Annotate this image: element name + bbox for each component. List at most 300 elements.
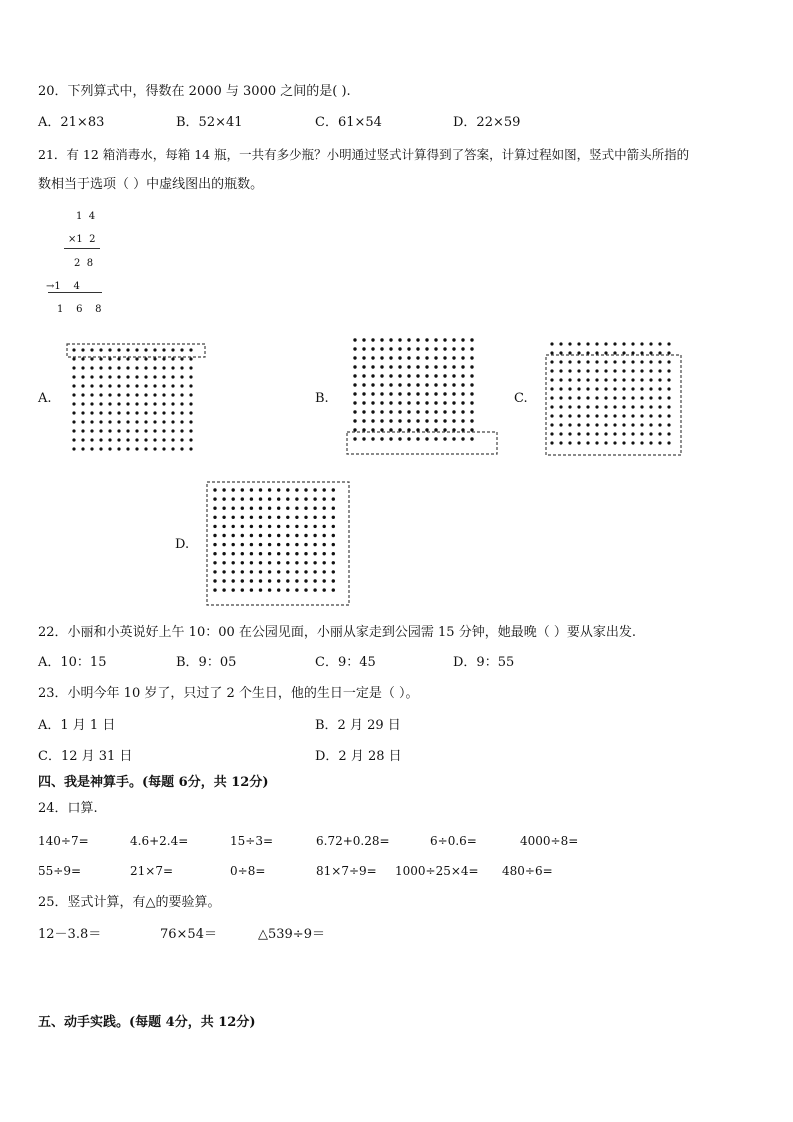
mental-calc-item: 81×7÷9= bbox=[316, 864, 377, 878]
dot-grid-figure-d bbox=[205, 480, 355, 610]
bottle-dot bbox=[398, 419, 401, 422]
bottle-dot bbox=[613, 342, 616, 345]
bottle-dot bbox=[631, 387, 634, 390]
bottle-dot bbox=[313, 488, 316, 491]
bottle-dot bbox=[232, 507, 235, 510]
dashed-outline-bottom-rows bbox=[347, 432, 497, 454]
bottle-dot bbox=[153, 375, 156, 378]
bottle-dot bbox=[407, 374, 410, 377]
bottle-dot bbox=[144, 429, 147, 432]
bottle-dot bbox=[425, 374, 428, 377]
bottle-dot bbox=[649, 441, 652, 444]
bottle-dot bbox=[434, 410, 437, 413]
bottle-dot bbox=[189, 411, 192, 414]
bottle-dot bbox=[407, 401, 410, 404]
q20-option-d: D．22×59 bbox=[453, 115, 521, 130]
bottle-dot bbox=[117, 375, 120, 378]
bottle-dot bbox=[649, 342, 652, 345]
bottle-dot bbox=[153, 420, 156, 423]
bottle-dot bbox=[81, 357, 84, 360]
bottle-dot bbox=[171, 384, 174, 387]
bottle-dot bbox=[135, 438, 138, 441]
bottle-dot bbox=[99, 411, 102, 414]
bottle-dot bbox=[268, 516, 271, 519]
bottle-dot bbox=[332, 497, 335, 500]
bottle-dot bbox=[371, 428, 374, 431]
bottle-dot bbox=[595, 360, 598, 363]
bottle-dot bbox=[81, 447, 84, 450]
bottle-dot bbox=[425, 428, 428, 431]
bottle-dot bbox=[189, 402, 192, 405]
bottle-dot bbox=[162, 384, 165, 387]
bottle-dot bbox=[286, 570, 289, 573]
bottle-dot bbox=[371, 356, 374, 359]
bottle-dot bbox=[389, 365, 392, 368]
bottle-dot bbox=[407, 428, 410, 431]
bottle-dot bbox=[640, 369, 643, 372]
bottle-dot bbox=[189, 348, 192, 351]
bottle-dot bbox=[99, 393, 102, 396]
bottle-dot bbox=[222, 525, 225, 528]
bottle-dot bbox=[434, 365, 437, 368]
bottle-dot bbox=[323, 543, 326, 546]
bottle-dot bbox=[425, 437, 428, 440]
q23-option-a: A．1 月 1 日 bbox=[38, 718, 116, 733]
bottle-dot bbox=[443, 338, 446, 341]
bottle-dot bbox=[180, 366, 183, 369]
bottle-dot bbox=[389, 428, 392, 431]
bottle-dot bbox=[126, 411, 129, 414]
bottle-dot bbox=[323, 516, 326, 519]
bottle-dot bbox=[353, 419, 356, 422]
bottle-dot bbox=[425, 392, 428, 395]
bottle-dot bbox=[295, 497, 298, 500]
written-calc-item: 12－3.8＝ bbox=[38, 927, 102, 942]
bottle-dot bbox=[81, 366, 84, 369]
bottle-dot bbox=[380, 356, 383, 359]
bottle-dot bbox=[108, 357, 111, 360]
bottle-dot bbox=[135, 411, 138, 414]
bottle-dot bbox=[371, 437, 374, 440]
bottle-dot bbox=[568, 441, 571, 444]
bottle-dot bbox=[443, 428, 446, 431]
bottle-dot bbox=[658, 369, 661, 372]
bottle-dot bbox=[153, 438, 156, 441]
bottle-dot bbox=[213, 543, 216, 546]
bottle-dot bbox=[241, 570, 244, 573]
bottle-dot bbox=[613, 414, 616, 417]
bottle-dot bbox=[286, 579, 289, 582]
bottle-dot bbox=[295, 588, 298, 591]
bottle-dot bbox=[461, 410, 464, 413]
bottle-dot bbox=[304, 561, 307, 564]
q22-option-d: D．9：55 bbox=[453, 655, 515, 670]
bottle-dot bbox=[452, 347, 455, 350]
bottle-dot bbox=[389, 401, 392, 404]
bottle-dot bbox=[241, 497, 244, 500]
bottle-dot bbox=[595, 351, 598, 354]
bottle-dot bbox=[241, 543, 244, 546]
bottle-dot bbox=[313, 588, 316, 591]
bottle-dot bbox=[470, 356, 473, 359]
bottle-dot bbox=[126, 375, 129, 378]
bottle-dot bbox=[213, 507, 216, 510]
bottle-dot bbox=[613, 405, 616, 408]
bottle-dot bbox=[371, 338, 374, 341]
bottle-dot bbox=[461, 338, 464, 341]
bottle-dot bbox=[241, 588, 244, 591]
bottle-dot bbox=[380, 374, 383, 377]
bottle-dot bbox=[649, 396, 652, 399]
bottle-dot bbox=[568, 387, 571, 390]
mental-calc-item: 140÷7= bbox=[38, 834, 89, 848]
bottle-dot bbox=[604, 378, 607, 381]
bottle-dot bbox=[277, 561, 280, 564]
bottle-dot bbox=[649, 351, 652, 354]
bottle-dot bbox=[232, 588, 235, 591]
bottle-dot bbox=[613, 396, 616, 399]
bottle-dot bbox=[667, 369, 670, 372]
bottle-dot bbox=[153, 402, 156, 405]
bottle-dot bbox=[171, 402, 174, 405]
bottle-dot bbox=[398, 347, 401, 350]
bottle-dot bbox=[108, 393, 111, 396]
bottle-dot bbox=[99, 384, 102, 387]
bottle-dot bbox=[640, 432, 643, 435]
bottle-dot bbox=[452, 428, 455, 431]
bottle-dot bbox=[550, 387, 553, 390]
bottle-dot bbox=[213, 534, 216, 537]
bottle-dot bbox=[323, 570, 326, 573]
bottle-dot bbox=[631, 351, 634, 354]
bottle-dot bbox=[304, 507, 307, 510]
bottle-dot bbox=[332, 570, 335, 573]
bottle-dot bbox=[323, 497, 326, 500]
q21-option-a-label: A. bbox=[38, 391, 52, 406]
bottle-dot bbox=[371, 401, 374, 404]
bottle-dot bbox=[180, 411, 183, 414]
bottle-dot bbox=[144, 411, 147, 414]
bottle-dot bbox=[667, 360, 670, 363]
bottle-dot bbox=[389, 383, 392, 386]
vertical-row-1: 1 4 bbox=[76, 211, 96, 222]
bottle-dot bbox=[99, 366, 102, 369]
bottle-dot bbox=[353, 410, 356, 413]
bottle-dot bbox=[332, 552, 335, 555]
bottle-dot bbox=[117, 357, 120, 360]
bottle-dot bbox=[295, 516, 298, 519]
bottle-dot bbox=[649, 405, 652, 408]
bottle-dot bbox=[268, 525, 271, 528]
bottle-dot bbox=[126, 384, 129, 387]
bottle-dot bbox=[241, 507, 244, 510]
bottle-dot bbox=[443, 383, 446, 386]
bottle-dot bbox=[649, 360, 652, 363]
bottle-dot bbox=[313, 543, 316, 546]
bottle-dot bbox=[389, 392, 392, 395]
bottle-dot bbox=[631, 342, 634, 345]
bottle-dot bbox=[595, 369, 598, 372]
bottle-dot bbox=[286, 561, 289, 564]
bottle-dot bbox=[586, 387, 589, 390]
bottle-dot bbox=[559, 360, 562, 363]
bottle-dot bbox=[380, 383, 383, 386]
bottle-dot bbox=[568, 423, 571, 426]
bottle-dot bbox=[640, 441, 643, 444]
bottle-dot bbox=[353, 338, 356, 341]
bottle-dot bbox=[568, 396, 571, 399]
bottle-dot bbox=[90, 420, 93, 423]
bottle-dot bbox=[313, 561, 316, 564]
bottle-dot bbox=[153, 348, 156, 351]
bottle-dot bbox=[416, 365, 419, 368]
bottle-dot bbox=[389, 356, 392, 359]
bottle-dot bbox=[550, 432, 553, 435]
bottle-dot bbox=[461, 356, 464, 359]
bottle-dot bbox=[362, 347, 365, 350]
bottle-dot bbox=[353, 347, 356, 350]
bottle-dot bbox=[232, 488, 235, 491]
bottle-dot bbox=[323, 525, 326, 528]
bottle-dot bbox=[389, 410, 392, 413]
bottle-dot bbox=[259, 543, 262, 546]
bottle-dot bbox=[99, 348, 102, 351]
q23-stem: 23．小明今年 10 岁了，只过了 2 个生日，他的生日一定是（ ）。 bbox=[38, 686, 419, 701]
bottle-dot bbox=[398, 338, 401, 341]
bottle-dot bbox=[126, 438, 129, 441]
bottle-dot bbox=[631, 369, 634, 372]
bottle-dot bbox=[250, 579, 253, 582]
bottle-dot bbox=[380, 419, 383, 422]
bottle-dot bbox=[604, 396, 607, 399]
bottle-dot bbox=[452, 356, 455, 359]
bottle-dot bbox=[452, 419, 455, 422]
bottle-dot bbox=[241, 579, 244, 582]
bottle-dot bbox=[90, 357, 93, 360]
q24-stem: 24．口算. bbox=[38, 801, 98, 816]
bottle-dot bbox=[577, 351, 580, 354]
bottle-dot bbox=[90, 447, 93, 450]
bottle-dot bbox=[631, 396, 634, 399]
vertical-rule-2 bbox=[48, 292, 102, 293]
bottle-dot bbox=[90, 411, 93, 414]
bottle-dot bbox=[604, 351, 607, 354]
bottle-dot bbox=[604, 360, 607, 363]
bottle-dot bbox=[277, 543, 280, 546]
bottle-dot bbox=[362, 356, 365, 359]
bottle-dot bbox=[332, 488, 335, 491]
bottle-dot bbox=[425, 410, 428, 413]
bottle-dot bbox=[604, 432, 607, 435]
bottle-dot bbox=[222, 534, 225, 537]
bottle-dot bbox=[371, 365, 374, 368]
bottle-dot bbox=[461, 428, 464, 431]
q20-option-a: A．21×83 bbox=[38, 115, 105, 130]
bottle-dot bbox=[631, 414, 634, 417]
bottle-dot bbox=[232, 570, 235, 573]
mental-calc-item: 480÷6= bbox=[502, 864, 553, 878]
bottle-dot bbox=[353, 428, 356, 431]
bottle-dot bbox=[407, 356, 410, 359]
bottle-dot bbox=[332, 507, 335, 510]
bottle-dot bbox=[470, 437, 473, 440]
bottle-dot bbox=[99, 357, 102, 360]
bottle-dot bbox=[250, 543, 253, 546]
bottle-dot bbox=[72, 429, 75, 432]
bottle-dot bbox=[108, 447, 111, 450]
bottle-dot bbox=[72, 411, 75, 414]
written-calc-item: △539÷9＝ bbox=[258, 927, 325, 942]
bottle-dot bbox=[108, 348, 111, 351]
bottle-dot bbox=[277, 488, 280, 491]
bottle-dot bbox=[259, 561, 262, 564]
bottle-dot bbox=[461, 347, 464, 350]
bottle-dot bbox=[108, 429, 111, 432]
bottle-dot bbox=[461, 392, 464, 395]
bottle-dot bbox=[613, 441, 616, 444]
bottle-dot bbox=[452, 410, 455, 413]
bottle-dot bbox=[135, 357, 138, 360]
bottle-dot bbox=[232, 561, 235, 564]
bottle-dot bbox=[72, 420, 75, 423]
bottle-dot bbox=[658, 405, 661, 408]
bottle-dot bbox=[135, 429, 138, 432]
bottle-dot bbox=[667, 387, 670, 390]
bottle-dot bbox=[613, 351, 616, 354]
bottle-dot bbox=[108, 420, 111, 423]
q21-stem-line2: 数相当于选项（ ）中虚线图出的瓶数。 bbox=[38, 177, 264, 192]
q22-stem: 22．小丽和小英说好上午 10：00 在公园见面，小丽从家走到公园需 15 分钟，她最晚（ ）要从家出发. bbox=[38, 625, 636, 640]
bottle-dot bbox=[304, 570, 307, 573]
bottle-dot bbox=[470, 410, 473, 413]
mental-calc-item: 15÷3= bbox=[230, 834, 274, 848]
bottle-dot bbox=[295, 534, 298, 537]
mental-calc-item: 55÷9= bbox=[38, 864, 82, 878]
bottle-dot bbox=[232, 525, 235, 528]
bottle-dot bbox=[550, 360, 553, 363]
bottle-dot bbox=[622, 360, 625, 363]
bottle-dot bbox=[144, 375, 147, 378]
bottle-dot bbox=[117, 366, 120, 369]
bottle-dot bbox=[649, 387, 652, 390]
bottle-dot bbox=[295, 561, 298, 564]
bottle-dot bbox=[398, 401, 401, 404]
bottle-dot bbox=[649, 369, 652, 372]
bottle-dot bbox=[577, 405, 580, 408]
bottle-dot bbox=[586, 441, 589, 444]
bottle-dot bbox=[72, 438, 75, 441]
bottle-dot bbox=[135, 447, 138, 450]
bottle-dot bbox=[425, 347, 428, 350]
bottle-dot bbox=[304, 579, 307, 582]
bottle-dot bbox=[189, 375, 192, 378]
bottle-dot bbox=[362, 401, 365, 404]
bottle-dot bbox=[577, 378, 580, 381]
bottle-dot bbox=[362, 428, 365, 431]
bottle-dot bbox=[658, 360, 661, 363]
bottle-dot bbox=[232, 497, 235, 500]
bottle-dot bbox=[640, 378, 643, 381]
bottle-dot bbox=[72, 348, 75, 351]
bottle-dot bbox=[135, 384, 138, 387]
bottle-dot bbox=[622, 414, 625, 417]
bottle-dot bbox=[332, 588, 335, 591]
bottle-dot bbox=[362, 410, 365, 413]
bottle-dot bbox=[622, 342, 625, 345]
bottle-dot bbox=[559, 423, 562, 426]
bottle-dot bbox=[90, 366, 93, 369]
bottle-dot bbox=[398, 356, 401, 359]
bottle-dot bbox=[658, 378, 661, 381]
bottle-dot bbox=[631, 360, 634, 363]
q20-stem: 20．下列算式中，得数在 2000 与 3000 之间的是( ). bbox=[38, 84, 351, 99]
bottle-dot bbox=[613, 360, 616, 363]
mental-calc-item: 21×7= bbox=[130, 864, 174, 878]
bottle-dot bbox=[443, 356, 446, 359]
bottle-dot bbox=[398, 365, 401, 368]
bottle-dot bbox=[313, 525, 316, 528]
mental-calc-item: 6.72+0.28= bbox=[316, 834, 390, 848]
bottle-dot bbox=[241, 525, 244, 528]
bottle-dot bbox=[213, 552, 216, 555]
bottle-dot bbox=[81, 438, 84, 441]
bottle-dot bbox=[667, 396, 670, 399]
bottle-dot bbox=[268, 488, 271, 491]
bottle-dot bbox=[649, 378, 652, 381]
bottle-dot bbox=[171, 411, 174, 414]
bottle-dot bbox=[189, 393, 192, 396]
bottle-dot bbox=[416, 401, 419, 404]
dot-grid-figure-b bbox=[345, 335, 505, 460]
bottle-dot bbox=[425, 338, 428, 341]
bottle-dot bbox=[213, 561, 216, 564]
bottle-dot bbox=[380, 401, 383, 404]
bottle-dot bbox=[658, 432, 661, 435]
bottle-dot bbox=[568, 342, 571, 345]
bottle-dot bbox=[371, 383, 374, 386]
bottle-dot bbox=[117, 411, 120, 414]
bottle-dot bbox=[250, 488, 253, 491]
bottle-dot bbox=[353, 392, 356, 395]
bottle-dot bbox=[250, 516, 253, 519]
bottle-dot bbox=[649, 432, 652, 435]
bottle-dot bbox=[470, 347, 473, 350]
bottle-dot bbox=[304, 525, 307, 528]
bottle-dot bbox=[259, 534, 262, 537]
bottle-dot bbox=[213, 588, 216, 591]
bottle-dot bbox=[180, 357, 183, 360]
section-4-title: 四、我是神算手。(每题 6分，共 12分) bbox=[38, 775, 269, 790]
bottle-dot bbox=[135, 420, 138, 423]
bottle-dot bbox=[126, 348, 129, 351]
bottle-dot bbox=[443, 392, 446, 395]
bottle-dot bbox=[640, 414, 643, 417]
bottle-dot bbox=[461, 437, 464, 440]
bottle-dot bbox=[222, 497, 225, 500]
bottle-dot bbox=[416, 437, 419, 440]
bottle-dot bbox=[631, 378, 634, 381]
bottle-dot bbox=[362, 392, 365, 395]
bottle-dot bbox=[250, 525, 253, 528]
bottle-dot bbox=[631, 441, 634, 444]
bottle-dot bbox=[434, 392, 437, 395]
bottle-dot bbox=[407, 437, 410, 440]
bottle-dot bbox=[407, 347, 410, 350]
bottle-dot bbox=[81, 411, 84, 414]
bottle-dot bbox=[117, 438, 120, 441]
bottle-dot bbox=[213, 570, 216, 573]
bottle-dot bbox=[72, 366, 75, 369]
